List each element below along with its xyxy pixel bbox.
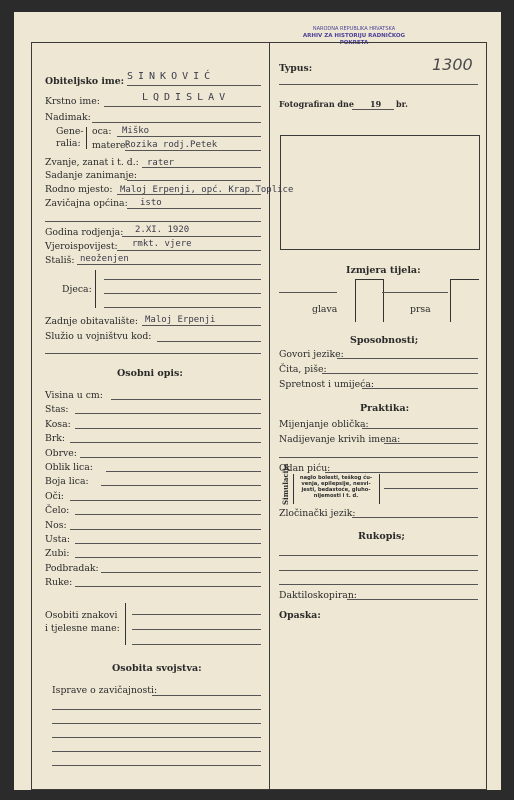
description-item-line (75, 413, 261, 414)
description-item-label: Podbradak: (45, 563, 99, 574)
home-municipality-value: isto (140, 198, 162, 208)
face-change-line (362, 428, 478, 429)
generalia-label-2: ralia: (56, 138, 81, 149)
description-item-line (75, 514, 261, 515)
special-marks-brace (125, 603, 126, 645)
special-marks-label-1: Osobiti znakovi (45, 610, 118, 621)
documents-line-0 (152, 695, 261, 696)
measure-line-mid (382, 292, 448, 293)
photographed-line-2 (382, 109, 394, 110)
description-item-line (101, 485, 261, 486)
last-residence-value: Maloj Erpenji (145, 315, 216, 325)
last-residence-label: Zadnje obitavalište: (45, 316, 138, 327)
documents-line-5 (52, 765, 261, 766)
birthplace-value: Maloj Erpenji, opć. Krap.Toplice (120, 185, 294, 195)
false-names-label: Nadijevanje krivih imena: (279, 434, 401, 445)
read-write-label: Čita, piše: (279, 364, 327, 375)
description-item-line (75, 557, 261, 558)
chest-label: prsa (410, 304, 431, 315)
current-occupation-label: Sadanje zanimanje: (45, 170, 137, 181)
description-item-label: Stas: (45, 404, 69, 415)
description-item-label: Čelo: (45, 505, 70, 516)
handwriting-line-3 (279, 584, 478, 585)
criminal-slang-line (352, 517, 478, 518)
skills-line (362, 388, 478, 389)
simulation-label: Simulacija (281, 463, 290, 505)
religion-value: rmkt. vjere (132, 239, 192, 249)
father-value: Miško (122, 126, 150, 136)
simulation-text-1: naglo bolesti, teškog ću- (299, 475, 373, 481)
children-label: Djeca: (62, 284, 92, 295)
father-line (117, 136, 261, 137)
marital-status-line (77, 264, 261, 265)
religion-label: Vjeroispovijest: (45, 241, 118, 252)
blank-line-1 (45, 221, 261, 222)
special-marks-line-2 (132, 629, 261, 630)
simulation-line (384, 488, 478, 489)
documents-line-1 (52, 709, 261, 710)
description-item-label: Usta: (45, 534, 71, 545)
marital-status-value: neoženjen (80, 254, 129, 264)
description-item-label: Kosa: (45, 419, 71, 430)
description-item-label: Visina u cm: (45, 390, 103, 401)
simulation-text (294, 475, 378, 499)
stamp-line-1: NARODNA REPUBLIKA HRVATSKA (312, 26, 396, 32)
photographed-year-prefix: 19 (370, 99, 382, 109)
handwriting-line-1 (279, 555, 478, 556)
birth-year-line (122, 236, 261, 237)
face-change-label: Mijenjanje oblička: (279, 419, 369, 430)
children-line-1 (104, 279, 261, 280)
nickname-line (92, 122, 261, 123)
documents-line-4 (52, 751, 261, 752)
description-item-line (70, 529, 261, 530)
description-item-label: Ruke: (45, 577, 73, 588)
documents-line-2 (52, 723, 261, 724)
chest-measure-box (450, 279, 479, 322)
languages-label: Govori jezike: (279, 349, 344, 360)
drinking-line (325, 472, 478, 473)
simulation-text-4: nijemosti i t. d. (313, 493, 359, 499)
generalia-brace (86, 127, 87, 149)
simulation-text-2: venja, epilepsije, nesvi- (301, 481, 371, 487)
remark-label: Opaska: (279, 610, 321, 621)
special-marks-line-3 (132, 644, 261, 645)
photo-box (280, 135, 480, 250)
stamp-line-2: ARHIV ZA HISTORIJU RADNIČKOG POKRETA (302, 33, 406, 46)
special-traits-heading: Osobita svojstva: (112, 663, 202, 674)
surname-value: SINKOVIĆ (127, 71, 216, 82)
personal-description-heading: Osobni opis: (117, 368, 183, 379)
first-name-value: LQDISLAV (142, 92, 231, 103)
false-names-line (384, 443, 478, 444)
description-item-line (106, 471, 261, 472)
home-municipality-line (127, 208, 261, 209)
description-item-label: Boja lica: (45, 476, 89, 487)
measure-line-left (279, 292, 337, 293)
practice-heading: Praktika: (360, 403, 410, 414)
documents-line-3 (52, 737, 261, 738)
languages-line (337, 358, 478, 359)
description-item-line (101, 572, 261, 573)
nickname-label: Nadimak: (45, 112, 91, 123)
head-label: glava (312, 304, 338, 315)
occupation-line (142, 167, 261, 168)
typus-line (279, 84, 478, 85)
description-item-line (80, 457, 261, 458)
children-line-3 (104, 307, 261, 308)
handwriting-line-2 (279, 570, 478, 571)
surname-line (127, 85, 261, 86)
photographed-br: br. (396, 99, 408, 109)
children-line-2 (104, 293, 261, 294)
home-municipality-label: Zavičajna općina: (45, 198, 128, 209)
description-item-label: Nos: (45, 520, 67, 531)
fingerprinted-label: Daktiloskopiran: (279, 590, 357, 601)
military-service-label: Služio u vojništvu kod: (45, 331, 152, 342)
description-item-line (75, 543, 261, 544)
description-item-label: Oči: (45, 491, 64, 502)
description-item-line (70, 442, 261, 443)
description-item-line (75, 586, 261, 587)
simulation-brace-right (379, 474, 380, 504)
criminal-slang-label: Zločinački jezik: (279, 508, 356, 519)
military-service-line (157, 341, 261, 342)
occupation-label: Zvanje, zanat i t. d.: (45, 157, 139, 168)
description-item-label: Obrve: (45, 448, 77, 459)
description-item-label: Zubi: (45, 548, 70, 559)
drinking-label: Odan piću: (279, 463, 331, 474)
generalia-label-1: Gene- (56, 126, 84, 137)
current-occupation-line (127, 180, 261, 181)
children-brace (95, 270, 96, 308)
documents-label: Isprave o zavičajnosti: (52, 685, 158, 696)
special-marks-label-2: i tjelesne mane: (45, 623, 120, 634)
religion-line (117, 250, 261, 251)
document-sheet (14, 12, 501, 790)
mother-line (125, 150, 261, 151)
blank-line-2 (45, 353, 261, 354)
birthplace-label: Rodno mjesto: (45, 184, 113, 195)
abilities-heading: Sposobnosti; (350, 335, 419, 346)
description-item-line (75, 428, 261, 429)
read-write-line (322, 373, 478, 374)
description-item-line (111, 399, 261, 400)
form-frame (31, 42, 487, 790)
marital-status-label: Stališ: (45, 255, 75, 266)
typus-label: Typus: (279, 63, 313, 74)
father-label: oca: (92, 126, 112, 137)
first-name-label: Krstno ime: (45, 96, 100, 107)
mother-value: Rozika rodj.Petek (125, 140, 218, 150)
body-measurement-heading: Izmjera tijela: (346, 265, 421, 276)
photographed-label: Fotografiran dne (279, 99, 354, 109)
fingerprinted-line (347, 599, 478, 600)
mother-label: matere: (92, 140, 129, 151)
skills-label: Spretnost i umijeća: (279, 379, 375, 390)
blank-right-line (279, 457, 478, 458)
surname-label: Obiteljsko ime: (45, 76, 125, 87)
handwriting-heading: Rukopis; (358, 531, 405, 542)
special-marks-line-1 (132, 614, 261, 615)
birth-year-label: Godina rodjenja: (45, 227, 124, 238)
birthplace-line (117, 194, 261, 195)
simulation-text-3: jesti, bedastoće, gluho- (301, 487, 371, 493)
description-item-label: Brk: (45, 433, 66, 444)
occupation-value: rater (147, 158, 175, 168)
first-name-line (104, 106, 261, 107)
column-divider (269, 43, 270, 789)
birth-year-value: 2.XI. 1920 (135, 225, 190, 235)
last-residence-line (142, 325, 261, 326)
description-item-label: Oblik lica: (45, 462, 93, 473)
head-measure-box (355, 279, 384, 322)
archive-number: 1300 (432, 55, 473, 74)
description-item-line (70, 500, 261, 501)
